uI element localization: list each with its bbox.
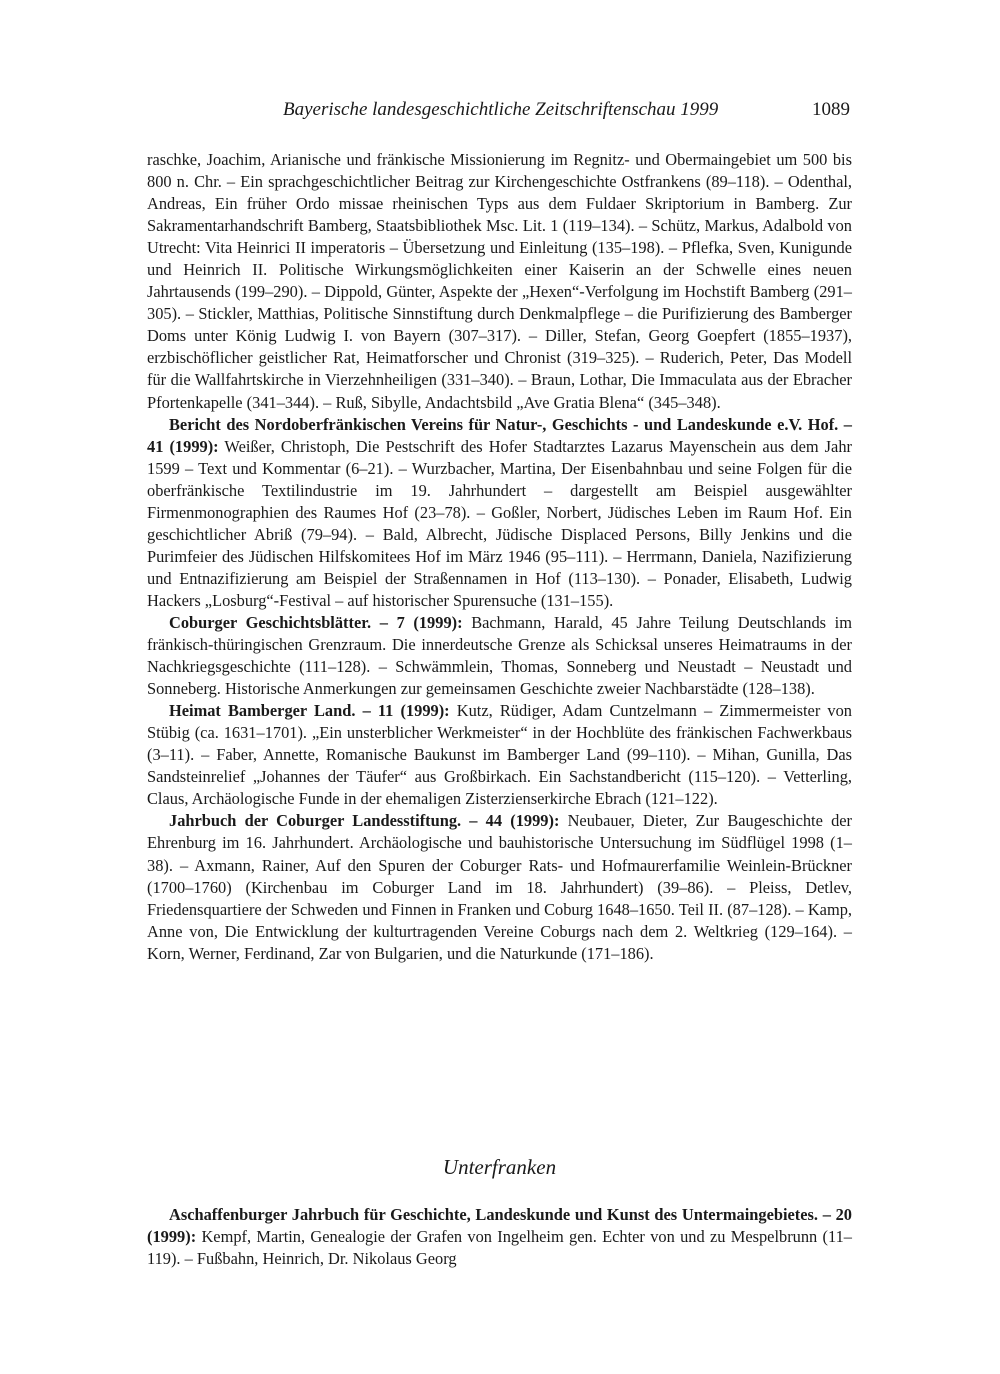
running-header bbox=[283, 99, 850, 129]
journal-entry-coburger-geschichtsblaetter bbox=[147, 612, 852, 700]
journal-entry-heimat-bamberger-land bbox=[147, 700, 852, 810]
running-title: Bayerische landesgeschichtliche Zeitschriftenschau 1999 bbox=[283, 99, 719, 120]
journal-title: Coburger Geschichtsblätter. – 7 (1999): bbox=[169, 612, 463, 632]
page-number: 1089 bbox=[812, 99, 850, 120]
journal-contents: Weißer, Christoph, Die Pestschrift des Hofer Stadtarztes Lazarus Mayenschein aus dem Jahr 1599 – Text und Kommentar (6–21). – Wurzbacher, Martina, Der Eisenbahnbau und seine Folgen für die oberfränkische Textilindustrie im 19. Jahrhundert – dargestellt am Beispiel ausgewählter Firmenmonographien des Raumes Hof (23–78). – Goßler, Norbert, Jüdisches Leben im Raum Hof. Ein geschichtlicher Abriß (79–94). – Bald, Albrecht, Jüdische Displaced Persons, Billy Jenkins und die Purimfeier des Jüdischen Hilfskomitees Hof im März 1946 (95–111). – Herrmann, Daniela, Nazifizierung und Entnazifizierung am Beispiel der Straßennamen in Hof (113–130). – Ponader, Elisabeth, Ludwig Hackers „Losburg“-Festival – auf historischer Spurensuche (131–155). bbox=[147, 436, 852, 610]
journal-contents: Kutz, Rüdiger, Adam Cuntzelmann – Zimmermeister von Stübig (ca. 1631–1701). „Ein unsterblicher Werkmeister“ in der Hochblüte des fränkischen Fachwerkbaus (3–11). – Faber, Annette, Romanische Baukunst im Bamberger Land (99–110). – Mihan, Gunilla, Das Sandsteinrelief „Johannes der Täufer“ aus Großbirkach. Ein Sachstandbericht (115–120). – Vetterling, Claus, Archäologische Funde in der ehemaligen Zisterzienserkirche Ebrach (121–122). bbox=[147, 701, 852, 809]
journal-contents: Kempf, Martin, Genealogie der Grafen von Ingelheim gen. Echter von und zu Mespelbrunn (11–119). – Fußbahn, Heinrich, Dr. Nikolaus Georg bbox=[147, 1227, 852, 1269]
section-body-text bbox=[147, 1204, 852, 1270]
journal-contents: Neubauer, Dieter, Zur Baugeschichte der Ehrenburg im 16. Jahrhundert. Archäologische und bauhistorische Untersuchung im Südflügel 1998 (1–38). – Axmann, Rainer, Auf den Spuren der Coburger Rats- und Hofmaurerfamilie Weinlein-Brückner (1700–1760) (Kirchenbau im Coburger Land im 18. Jahrhundert) (39–86). – Pleiss, Detlev, Friedensquartiere der Schweden und Finnen in Franken und Coburg 1648–1650. Teil II. (87–128). – Kamp, Anne von, Die Entwicklung der kulturtragenden Vereine Coburgs nach dem 2. Weltkrieg (129–164). – Korn, Werner, Ferdinand, Zar von Bulgarien, und die Naturkunde (171–186). bbox=[147, 811, 852, 963]
journal-entry-aschaffenburger-jahrbuch bbox=[147, 1204, 852, 1270]
journal-entry-coburger-landesstiftung bbox=[147, 810, 852, 964]
journal-entry-hof bbox=[147, 414, 852, 612]
journal-title: Jahrbuch der Coburger Landesstiftung. – 44 (1999): bbox=[169, 811, 560, 831]
journal-title: Bericht des Nordoberfränkischen Vereins für Natur-, Geschichts - und Landeskunde e.V. Hof. – 41 (1999): bbox=[147, 414, 852, 456]
journal-title: Heimat Bamberger Land. – 11 (1999): bbox=[169, 701, 450, 721]
paragraph-continued: raschke, Joachim, Arianische und fränkische Missionierung im Regnitz- und Obermaingebiet um 500 bis 800 n. Chr. – Ein sprachgeschichtlicher Beitrag zur Kirchengeschichte Ostfrankens (89–118). – Odenthal, Andreas, Ein früher Ordo missae rheinischen Typs aus dem Fuldaer Skriptorium in Bamberg. Zur Sakramentarhandschrift Bamberg, Staatsbibliothek Msc. Lit. 1 (119–134). – Schütz, Markus, Adalbold von Utrecht: Vita Heinrici II imperatoris – Übersetzung und Einleitung (135–198). – Pflefka, Sven, Kunigunde und Heinrich II. Politische Wirkungsmöglichkeiten einer Kaiserin an der Schwelle eines neuen Jahrtausends (199–290). – Dippold, Günter, Aspekte der „Hexen“-Verfolgung im Hochstift Bamberg (291–305). – Stickler, Matthias, Politische Sinnstiftung durch Denkmalpflege – die Purifizierung des Bamberger Doms unter König Ludwig I. von Bayern (307–317). – Diller, Stefan, Georg Goepfert (1855–1937), erzbischöflicher geistlicher Rat, Heimatforscher und Chronist (319–325). – Ruderich, Peter, Das Modell für die Wallfahrtskirche in Vierzehnheiligen (331–340). – Braun, Lothar, Die Immaculata aus der Ebracher Pfortenkapelle (341–344). – Ruß, Sibylle, Andachtsbild „Ave Gratia Blena“ (345–348). bbox=[147, 150, 852, 412]
body-text bbox=[147, 149, 852, 965]
section-heading: Unterfranken bbox=[442, 1155, 557, 1179]
journal-contents: Bachmann, Harald, 45 Jahre Teilung Deutschlands im fränkisch-thüringischen Grenzraum. Die innerdeutsche Grenze als Schicksal unseres Heimatraums in der Nachkriegsgeschichte (111–128). – Schwämmlein, Thomas, Sonneberg und Neustadt – Neustadt und Sonneberg. Historische Anmerkungen zur gemeinsamen Geschichte zweier Nachbarstädte (128–138). bbox=[147, 612, 852, 699]
journal-title: Aschaffenburger Jahrbuch für Geschichte, Landeskunde und Kunst des Untermaingebietes. – 20 (1999): bbox=[147, 1205, 852, 1247]
